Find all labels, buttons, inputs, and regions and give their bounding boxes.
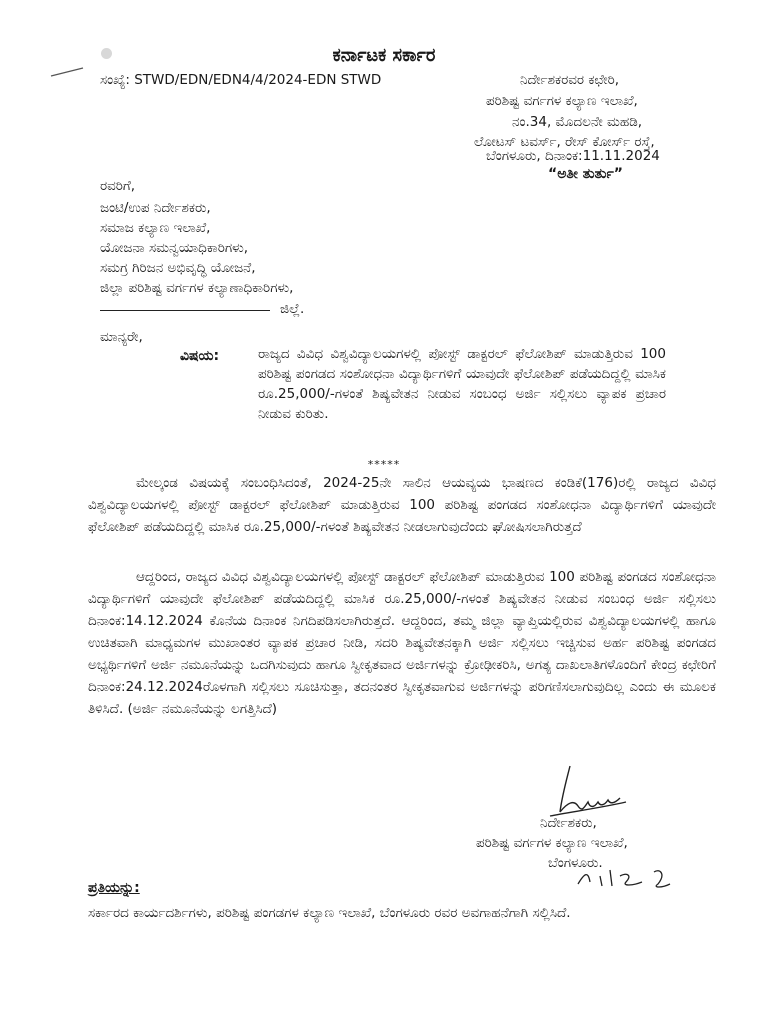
body-paragraph-1: ಮೇಲ್ಕಂಡ ವಿಷಯಕ್ಕೆ ಸಂಬಂಧಿಸಿದಂತೆ, 2024-25ನೇ ಸಾಲಿನ ಆಯವ್ಯಯ ಭಾಷಣದ ಕಂಡಿಕೆ(176)ರಲ್ಲಿ ರಾಜ್ಯದ ವಿವಿಧ ವಿಶ್ವವಿದ್ಯಾಲಯಗಳಲ್ಲಿ ಪೋಸ್ಟ್ ಡಾಕ್ಟರಲ್ ಫೆಲೋಶಿಪ್ ಮಾಡುತ್ತಿರುವ 100 ಪರಿಶಿಷ್ಟ ಪಂಗಡದ ಸಂಶೋಧನಾ ವಿದ್ಯಾರ್ಥಿಗಳಿಗೆ ಯಾವುದೇ ಫೆಲೋಶಿಪ್ ಪಡೆಯದಿದ್ದಲ್ಲಿ ಮಾಸಿಕ ರೂ.25,000/-ಗಳಂತೆ ಶಿಷ್ಯವೇತನ ನೀಡಲಾಗುವುದೆಂದು ಘೋಷಿಸಲಾಗಿರುತ್ತದೆ — [88, 475, 716, 535]
urgency-label: “ಅತೀ ತುರ್ತು” — [548, 166, 623, 182]
separator: ***** — [367, 458, 401, 471]
addressee-line: ರವರಿಗೆ, — [100, 178, 136, 194]
office-line: ಲೋಟಸ್ ಟವರ್ಸ್, ರೇಸ್ ಕೋರ್ಸ್ ರಸ್ತೆ, — [474, 134, 655, 150]
addressee-line: ಸಮಗ್ರ ಗಿರಿಜನ ಅಭಿವೃದ್ಧಿ ಯೋಜನೆ, — [100, 260, 256, 276]
reference-number: ಸಂಖ್ಯೆ: STWD/EDN/EDN4/4/2024-EDN STWD — [100, 72, 382, 88]
addressee-line: ಸಮಾಜ ಕಲ್ಯಾಣ ಇಲಾಖೆ, — [100, 220, 211, 236]
signatory-line: ನಿರ್ದೇಶಕರು, — [540, 815, 597, 831]
salutation: ಮಾನ್ಯರೇ, — [100, 329, 143, 345]
government-title: ಕರ್ನಾಟಕ ಸರ್ಕಾರ — [332, 45, 436, 66]
district-line — [100, 301, 304, 317]
body-paragraph-2: ಆದ್ದರಿಂದ, ರಾಜ್ಯದ ವಿವಿಧ ವಿಶ್ವವಿದ್ಯಾಲಯಗಳಲ್ಲಿ ಪೋಸ್ಟ್ ಡಾಕ್ಟರಲ್ ಫೆಲೋಶಿಪ್ ಮಾಡುತ್ತಿರುವ 100 ಪರಿಶಿಷ್ಟ ಪಂಗಡದ ಸಂಶೋಧನಾ ವಿದ್ಯಾರ್ಥಿಗಳಿಗೆ ಯಾವುದೇ ಫೆಲೋಶಿಪ್ ಪಡೆಯದಿದ್ದಲ್ಲಿ ಮಾಸಿಕ ರೂ.25,000/-ಗಳಂತೆ ಶಿಷ್ಯವೇತನ ನೀಡುವ ಸಂಬಂಧ ಅರ್ಜಿ ಸಲ್ಲಿಸಲು ದಿನಾಂಕ:14.12.2024 ಕೊನೆಯ ದಿನಾಂಕ ನಿಗದಿಪಡಿಸಲಾಗಿರುತ್ತದೆ. ಆದ್ದರಿಂದ, ತಮ್ಮ ಜಿಲ್ಲಾ ವ್ಯಾಪ್ತಿಯಲ್ಲಿರುವ ವಿಶ್ವವಿದ್ಯಾಲಯಗಳಲ್ಲಿ ಹಾಗೂ ಉಚಿತವಾಗಿ ಮಾಧ್ಯಮಗಳ ಮುಖಾಂತರ ವ್ಯಾಪಕ ಪ್ರಚಾರ ನೀಡಿ, ಸದರಿ ಶಿಷ್ಯವೇತನಕ್ಕಾಗಿ ಅರ್ಜಿ ಸಲ್ಲಿಸಲು ಇಚ್ಚಿಸುವ ಅರ್ಹ ಪರಿಶಿಷ್ಟ ಪಂಗಡದ ಅಭ್ಯರ್ಥಿಗಳಿಗೆ ಅರ್ಜಿ ನಮೂನೆಯನ್ನು ಒದಗಿಸುವುದು ಹಾಗೂ ಸ್ವೀಕೃತವಾದ ಅರ್ಜಿಗಳನ್ನು ಕ್ರೋಢೀಕರಿಸಿ, ಅಗತ್ಯ ದಾಖಲಾತಿಗಳೊಂದಿಗೆ ಕೇಂದ್ರ ಕಛೇರಿಗೆ ದಿನಾಂಕ:24.12.2024ರೊಳಗಾಗಿ ಸಲ್ಲಿಸಲು ಸೂಚಿಸುತ್ತಾ, ತದನಂತರ ಸ್ವೀಕೃತವಾಗುವ ಅರ್ಜಿಗಳನ್ನು ಪರಿಗಣಿಸಲಾಗುವುದಿಲ್ಲ ಎಂದು ಈ ಮೂಲಕ ತಿಳಿಸಿದೆ. (ಅರ್ಜಿ ನಮೂನೆಯನ್ನು ಲಗತ್ತಿಸಿದೆ) — [88, 569, 716, 717]
copy-label: ಪ್ರತಿಯನ್ನು: — [88, 880, 140, 896]
district-suffix: ಜಿಲ್ಲೆ. — [280, 301, 305, 317]
district-blank — [100, 310, 270, 311]
subject-text: ರಾಜ್ಯದ ವಿವಿಧ ವಿಶ್ವವಿದ್ಯಾಲಯಗಳಲ್ಲಿ ಪೋಸ್ಟ್ ಡಾಕ್ಟರಲ್ ಫೆಲೋಶಿಪ್ ಮಾಡುತ್ತಿರುವ 100 ಪರಿಶಿಷ್ಟ ಪಂಗಡದ ಸಂಶೋಧನಾ ವಿದ್ಯಾರ್ಥಿಗಳಿಗೆ ಯಾವುದೇ ಫೆಲೋಶಿಪ್ ಪಡೆಯದಿದ್ದಲ್ಲಿ ಮಾಸಿಕ ರೂ.25,000/-ಗಳಂತೆ ಶಿಷ್ಯವೇತನ ನೀಡುವ ಸಂಬಂಧ ಅರ್ಜಿ ಸಲ್ಲಿಸಲು ವ್ಯಾಪಕ ಪ್ರಚಾರ ನೀಡುವ ಕುರಿತು. — [258, 346, 666, 422]
office-line: ನಂ.34, ಮೊದಲನೇ ಮಹಡಿ, — [512, 114, 643, 130]
signatory-line: ಪರಿಶಿಷ್ಟ ವರ್ಗಗಳ ಕಲ್ಯಾಣ ಇಲಾಖೆ, — [476, 835, 628, 851]
office-line: ಪರಿಶಿಷ್ಟ ವರ್ಗಗಳ ಕಲ್ಯಾಣ ಇಲಾಖೆ, — [486, 93, 638, 109]
signatory-line: ಬೆಂಗಳೂರು. — [548, 855, 603, 871]
addressee-line: ಜಂಟಿ/ಉಪ ನಿರ್ದೇಶಕರು, — [100, 200, 211, 216]
addressee-line: ಯೋಜನಾ ಸಮನ್ವಯಾಧಿಕಾರಿಗಳು, — [100, 240, 249, 256]
office-date-line: ಬೆಂಗಳೂರು, ದಿನಾಂಕ:11.11.2024 — [486, 148, 660, 164]
subject-label: ವಿಷಯ: — [180, 348, 220, 364]
addressee-line: ಜಿಲ್ಲಾ ಪರಿಶಿಷ್ಟ ವರ್ಗಗಳ ಕಲ್ಯಾಣಾಧಿಕಾರಿಗಳು, — [100, 280, 294, 296]
copy-text: ಸರ್ಕಾರದ ಕಾರ್ಯದರ್ಶಿಗಳು, ಪರಿಶಿಷ್ಟ ಪಂಗಡಗಳ ಕಲ್ಯಾಣ ಇಲಾಖೆ, ಬೆಂಗಳೂರು ರವರ ಅವಗಾಹನೆಗಾಗಿ ಸಲ್ಲಿಸಿದೆ. — [88, 905, 571, 921]
pen-mark — [50, 66, 84, 78]
initials-image — [572, 862, 672, 892]
office-line: ನಿರ್ದೇಶಕರವರ ಕಛೇರಿ, — [520, 72, 620, 88]
